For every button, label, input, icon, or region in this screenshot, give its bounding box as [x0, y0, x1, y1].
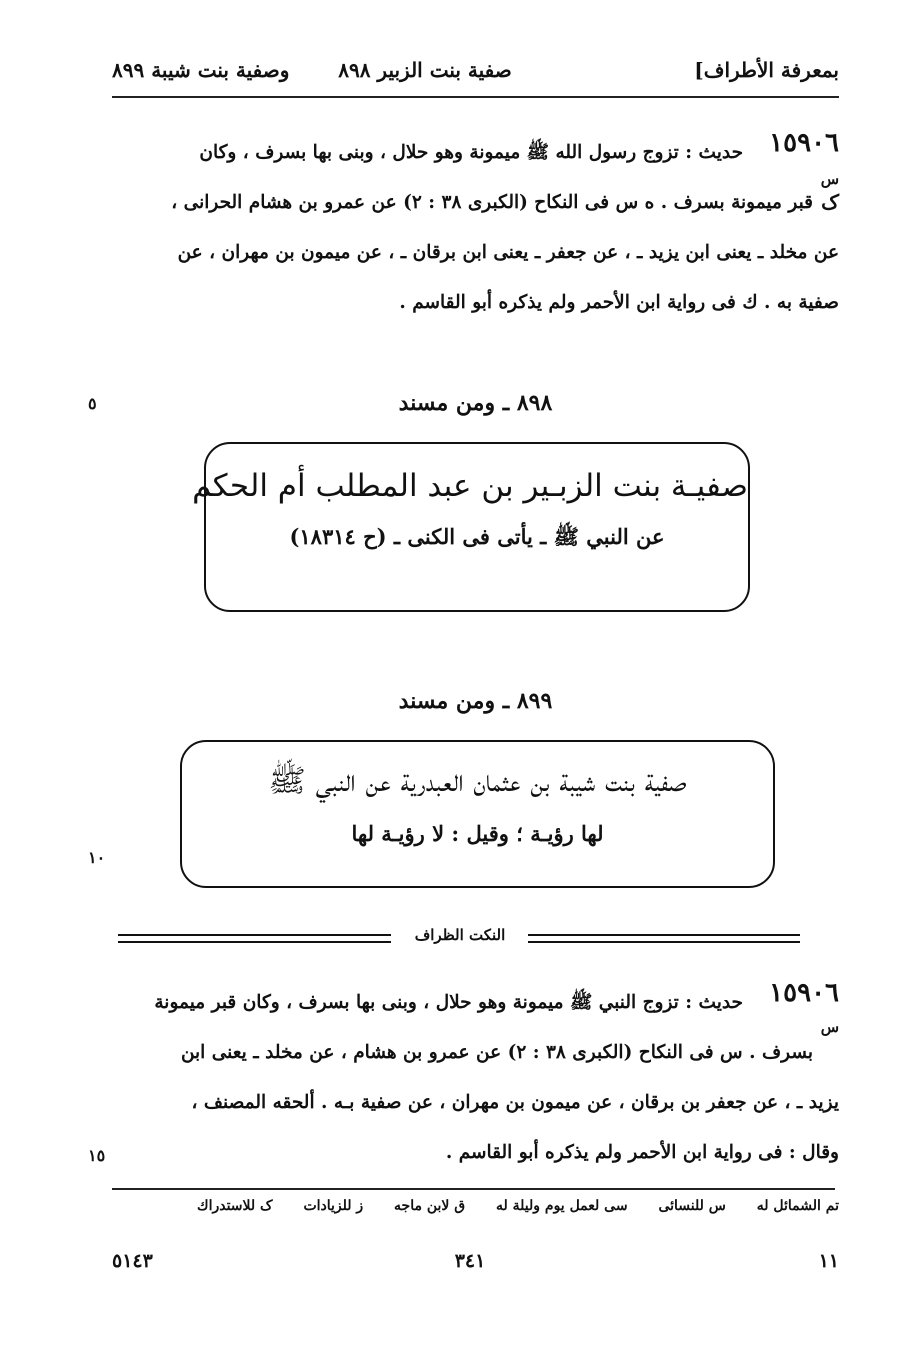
nukat-rule-right	[528, 934, 800, 943]
hadith1-line-1: حديث : تزوج رسول الله ﷺ ميمونة وهو حلال ، وبنى بها بسرف ، وكان	[199, 142, 743, 163]
footnote-item-2: س للنسائى	[658, 1198, 726, 1214]
hadith2-line-2: بسرف . س فى النكاح (الكبرى ٣٨ : ٢) عن عمرو بن هشام ، عن مخلد ـ يعنى ابن	[180, 1042, 813, 1063]
hadith1-number: ١٥٩٠٦	[769, 128, 839, 158]
hadith1-text	[112, 128, 839, 328]
section-899-subline: لها رؤيـة ؛ وقيل : لا رؤيـة لها	[351, 821, 604, 846]
footnote-item-5: ز للزيادات	[303, 1198, 364, 1214]
hadith2-line-3: يزيد ـ ، عن جعفر بن برقان ، عن ميمون بن مهران ، عن صفية بـه . ألحقه المصنف ،	[191, 1092, 839, 1113]
hadith1-line-2: قبر ميمونة بسرف . ه س فى النكاح (الكبرى ٣٨ : ٢) عن عمرو بن هشام الحرانى ،	[171, 192, 813, 213]
section-898-box	[192, 442, 750, 612]
footer-volume-number: ١١	[818, 1250, 839, 1272]
running-head-left: وصفية بنت شيبة ٨٩٩	[112, 58, 290, 82]
footnote-abbreviations	[112, 1198, 839, 1214]
running-head-right: بمعرفة الأطراف]	[694, 58, 839, 82]
section-899-title: ٨٩٩ ـ ومن مسند	[398, 688, 553, 714]
footnote-item-1: تم الشمائل له	[756, 1198, 839, 1214]
hadith1-line-3: عن مخلد ـ يعنى ابن يزيد ـ ، عن جعفر ـ يعنى ابن برقان ـ ، عن ميمون بن مهران ، عن	[177, 242, 839, 263]
footer-code-number: ٥١٤٣	[112, 1250, 153, 1272]
hadith2-line-4: وقال : فى رواية ابن الأحمر ولم يذكره أبو القاسم .	[445, 1142, 839, 1163]
header-rule	[112, 96, 839, 98]
footnote-rule	[112, 1188, 835, 1190]
hadith2-symbol-s: س	[820, 1018, 839, 1036]
running-head-center: صفية بنت الزبير ٨٩٨	[338, 58, 512, 82]
nukat-rule-left	[118, 934, 391, 943]
footnote-item-6: ک للاستدراك	[197, 1198, 273, 1214]
hadith2-line-1: حديث : تزوج النبي ﷺ ميمونة وهو حلال ، وبنى بها بسرف ، وكان قبر ميمونة	[154, 992, 743, 1013]
footer-page-number: ٣٤١	[454, 1250, 486, 1272]
nukat-label: النكت الظراف	[392, 926, 528, 944]
hadith1-symbol-s: س	[820, 170, 839, 188]
footnote-item-4: ق لابن ماجه	[394, 1198, 466, 1214]
margin-line-number-5: ٥	[88, 394, 97, 413]
margin-line-number-15: ١٥	[88, 1146, 106, 1165]
section-898-title: ٨٩٨ ـ ومن مسند	[398, 390, 553, 416]
section-898-name: صفيـة بنت الزبـير بن عبد المطلب أم الحكم	[192, 468, 748, 504]
section-899-box	[180, 740, 775, 888]
section-899-name: صفية بنت شيبة بن عثمان العبدرية عن النبي ﷺ	[268, 763, 687, 799]
hadith1-line-4: صفية به . ك فى رواية ابن الأحمر ولم يذكره أبو القاسم .	[399, 292, 839, 313]
footnote-item-3: سى لعمل يوم وليلة له	[496, 1198, 628, 1214]
margin-line-number-10: ١٠	[88, 848, 106, 867]
section-898-subline: عن النبي ﷺ ـ يأتى فى الكنى ـ (ح ١٨٣١٤)	[289, 524, 665, 549]
hadith1-symbol-k: ک	[821, 190, 839, 214]
hadith2-number: ١٥٩٠٦	[769, 978, 839, 1008]
hadith2-text	[112, 978, 839, 1178]
